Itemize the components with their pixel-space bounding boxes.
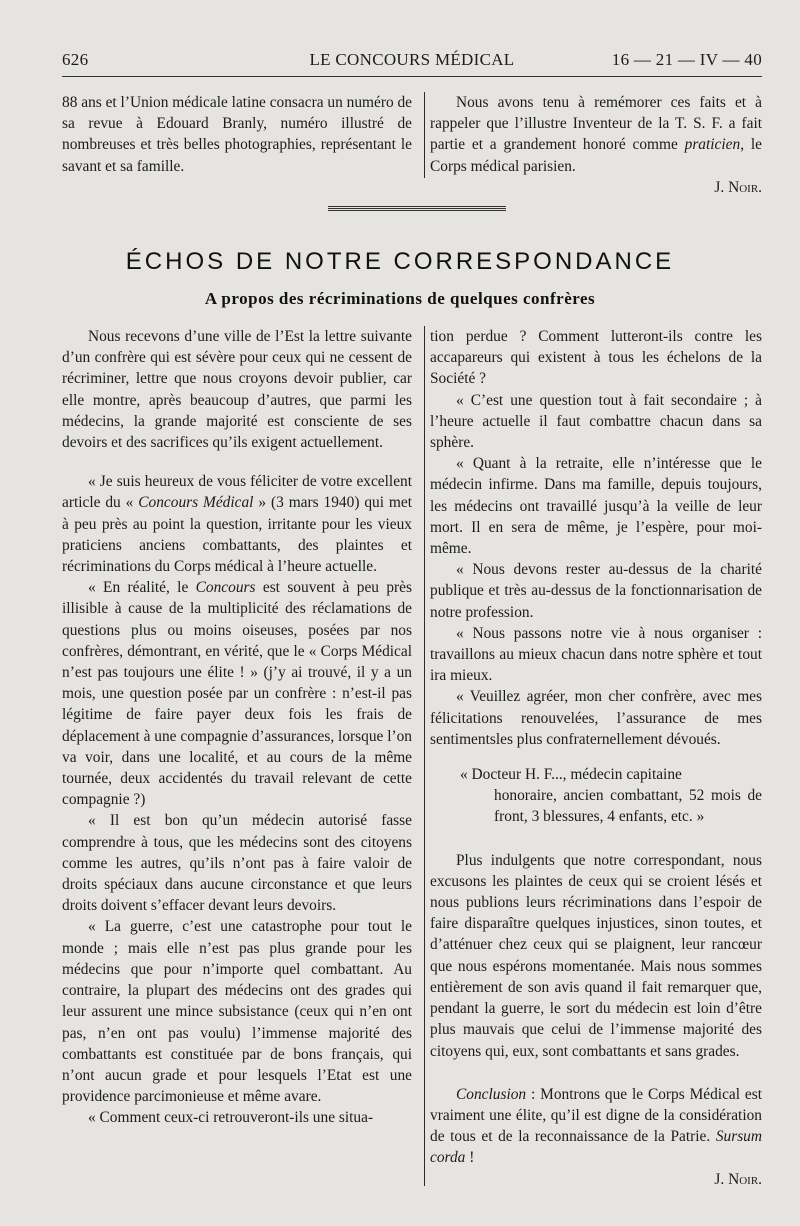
editorial-comment: Plus indulgents que notre correspondant, nous excusons les plaintes de ceux qui se croient lésés et nous publions leurs récriminations dans l’espoir de faire disparaître quelques injustices, sinon toutes, et d’atténuer chez ceux qui se plaignent, leur rancœur que nous espérons momentanée. Mais nous sommes entièrement de son avis quand il fait remarquer que, pendant la guerre, le sort du médecin est loin d’être plus mauvais que celui de l’immense majorité des citoyens qui, eux, sont combattants et sans grades. (430, 851, 762, 1060)
letter-paragraph-10: « Nous passons notre vie à nous organiser : travaillons au mieux chacun dans notre sphère et tout ira mieux. (430, 624, 762, 685)
letter-paragraph-6: tion perdue ? Comment lutteront-ils contre les accapareurs qui existent à tous les échelons de la Société ? (430, 328, 762, 388)
main-left-column (62, 326, 412, 1129)
letter-paragraph-4: « La guerre, c’est une catastrophe pour tout le monde ; mais elle n’est pas plus grande pour les médecins que pour n’importe quel combattant. Au contraire, la plupart des médecins ont des grades qui leur assurent une mince subsistance (ceux qui n’en ont pas, n’en ont pas voulu) l’immense majorité des combattants est constituée par de bons français, qui n’ont aucun grade et pour lesquels l’Etat est une providence parcimonieuse et même avare. (62, 918, 412, 1106)
section-title: ÉCHOS DE NOTRE CORRESPONDANCE (125, 248, 675, 275)
letter-signature-line-2: honoraire, ancien combattant, 52 mois de front, 3 blessures, 4 enfants, etc. » (494, 787, 762, 826)
main-right-column (430, 326, 762, 1190)
letter-signature (430, 764, 762, 828)
intro-paragraph: Nous recevons d’une ville de l’Est la lettre suivante d’un confrère qui est sévère pour ceux qui ne cessent de récriminer, lettre que nous croyons devoir publier, car elle montre, après beaucoup d’autres, que parmi les médecins, la grande majorité est consciente de ses devoirs et des sacrifices qu’ils exigent actuellement. (62, 328, 412, 452)
main-column-divider (424, 326, 425, 1186)
top-right-column (430, 92, 762, 198)
letter-paragraph-11: « Veuillez agréer, mon cher confrère, avec mes félicitations renouvelées, l’assurance de mes sentimentsles plus confraternellement dévoués. (430, 688, 762, 748)
section-subtitle: A propos des récriminations de quelques confrères (204, 289, 596, 308)
letter-paragraph-2: « En réalité, le Concours est souvent à peu près illisible à cause de la multiplicité des réclamations de questions plus ou moins oiseuses, posées par nos confrères, démontrant, en vérité, que le « Corps Médical n’est pas toujours une élite ! » (j’y ai trouvé, il y a un mois, une question posée par un confrère : n’est-il pas légitime de faire payer deux fois les frais de déplacement à une compagnie d’assurances, lorsque l’on va voir, dans une localité, et au cours de la même tournée, deux accidentés du travail relevant de cette compagnie ?) (62, 579, 413, 809)
top-column-divider (424, 92, 425, 178)
top-left-text: 88 ans et l’Union médicale latine consacra un numéro de sa revue à Edouard Branly, numéro illustré de nombreuses et très belles photographies, représentant le savant et sa famille. (62, 94, 413, 175)
letter-signature-line-1: « Docteur H. F..., médecin capitaine (460, 766, 682, 784)
letter-paragraph-1: « Je suis heureux de vous féliciter de votre excellent article du « Concours Médical » (3 mars 1940) qui met à peu près au point la question, irritante pour les vieux praticiens anciens combattants, des plaintes et récriminations du Corps médical à l’heure actuelle. (62, 473, 413, 576)
section-separator (328, 206, 506, 209)
journal-title: LE CONCOURS MÉDICAL (309, 50, 515, 69)
issue-date: 16 — 21 — IV — 40 (611, 50, 762, 69)
top-signature: J. Noir. (714, 178, 762, 196)
letter-paragraph-5: « Comment ceux-ci retrouveront-ils une situa- (88, 1109, 374, 1127)
running-header (62, 50, 762, 74)
page-number: 626 (62, 50, 89, 69)
letter-paragraph-9: « Nous devons rester au-dessus de la charité publique et très au-dessus de la fonctionnarisation de notre profession. (430, 561, 762, 621)
top-right-text: Nous avons tenu à remémorer ces faits et à rappeler que l’illustre Inventeur de la T. S. F. a fait partie et a grandement honoré comme praticien, le Corps médical parisien. (430, 94, 762, 175)
closing-signature: J. Noir. (714, 1170, 762, 1188)
letter-paragraph-7: « C’est une question tout à fait secondaire ; à l’heure actuelle il faut combattre chacun dans sa sphère. (430, 391, 762, 452)
conclusion-paragraph: Conclusion : Montrons que le Corps Médical est vraiment une élite, qu’il est digne de la considération de tous et de la reconnaissance de la Patrie. Sursum corda ! (430, 1085, 762, 1167)
letter-paragraph-3: « Il est bon qu’un médecin autorisé fasse comprendre à tous, que les médecins sont des citoyens comme les autres, qu’ils n’ont pas à faire valoir de droits spéciaux dans aucune circonstance et que leurs droits doivent s’effacer devant leurs devoirs. (62, 812, 412, 915)
letter-paragraph-8: « Quant à la retraite, elle n’intéresse que le médecin infirme. Dans ma famille, depuis toujours, les médecins ont travaillé jusqu’à la veille de leur mort. Il en sera de même, je l’espère, pour moi-même. (430, 455, 762, 558)
top-left-column (62, 92, 412, 177)
header-rule (62, 76, 762, 77)
